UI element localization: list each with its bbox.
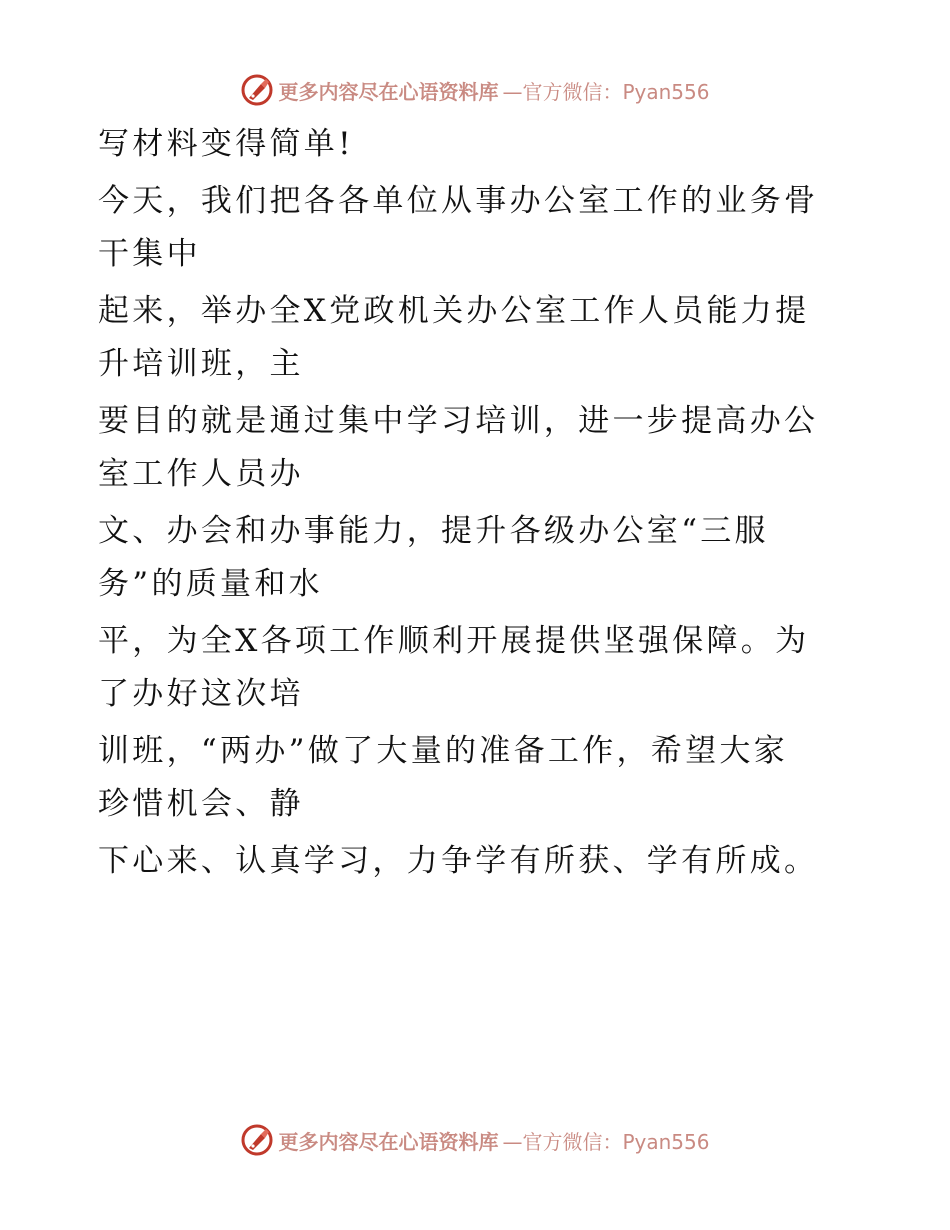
body-line: 文、办会和办事能力，提升各级办公室“三服 <box>98 513 769 549</box>
body-line: 室工作人员办 <box>98 456 304 492</box>
header-banner-wechat: —官方微信：Pyan556 <box>502 79 710 104</box>
body-line: 升培训班，主 <box>98 346 304 382</box>
body-line: 珍惜机会、静 <box>98 786 304 822</box>
body-line: 平，为全X各项工作顺利开展提供坚强保障。为 <box>98 623 810 659</box>
document-body <box>98 124 838 881</box>
body-line: 了办好这次培 <box>98 676 304 712</box>
body-line: 训班，“两办”做了大量的准备工作，希望大家 <box>98 733 788 769</box>
footer-banner <box>0 1120 950 1160</box>
header-banner-title: 更多内容尽在心语资料库 <box>278 79 499 104</box>
footer-banner-wechat: —官方微信：Pyan556 <box>502 1129 710 1154</box>
pen-nib-circle-icon <box>240 73 274 107</box>
body-line: 写材料变得简单! <box>98 126 354 162</box>
body-line: 干集中 <box>98 236 201 272</box>
body-line: 起来，举办全X党政机关办公室工作人员能力提 <box>98 293 810 329</box>
footer-banner-title: 更多内容尽在心语资料库 <box>278 1129 499 1154</box>
body-line: 要目的就是通过集中学习培训，进一步提高办公 <box>98 403 819 439</box>
body-line: 今天，我们把各各单位从事办公室工作的业务骨 <box>98 183 819 219</box>
body-line: 下心来、认真学习，力争学有所获、学有所成。 <box>98 843 819 879</box>
pen-nib-circle-icon <box>240 1123 274 1157</box>
body-line: 务”的质量和水 <box>98 566 323 602</box>
header-banner <box>0 70 950 110</box>
